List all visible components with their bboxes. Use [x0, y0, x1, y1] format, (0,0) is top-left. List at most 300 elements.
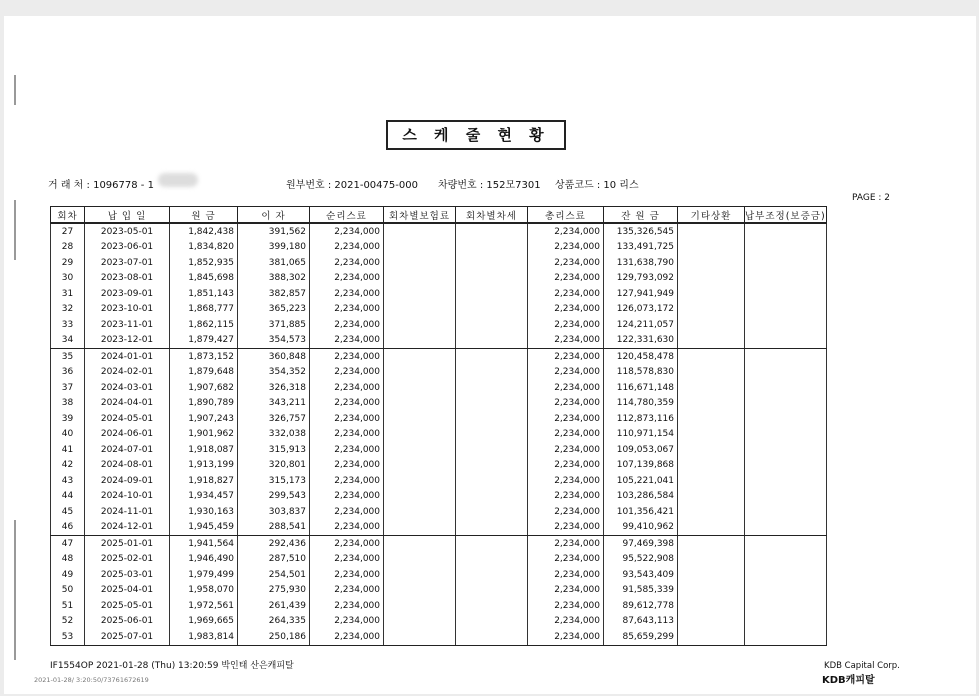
table-cell [745, 458, 827, 474]
table-cell: 50 [51, 583, 85, 599]
table-cell: 2024-06-01 [85, 427, 170, 443]
table-cell: 2023-05-01 [85, 223, 170, 240]
table-cell [745, 504, 827, 520]
table-cell [456, 536, 528, 552]
table-row [51, 333, 827, 349]
table-cell [384, 629, 456, 645]
table-cell [384, 271, 456, 287]
page-label: PAGE : [852, 193, 882, 203]
table-cell [384, 255, 456, 271]
table-cell: 129,793,092 [604, 271, 678, 287]
column-header: 순리스료 [310, 207, 384, 224]
product-info [555, 176, 639, 191]
table-cell [384, 567, 456, 583]
table-cell: 2,234,000 [310, 442, 384, 458]
table-cell: 131,638,790 [604, 255, 678, 271]
table-cell [456, 255, 528, 271]
table-cell: 2,234,000 [310, 520, 384, 536]
table-cell: 2,234,000 [310, 286, 384, 302]
table-cell [745, 380, 827, 396]
table-cell [745, 583, 827, 599]
table-cell [678, 489, 745, 505]
table-cell: 1,907,682 [170, 380, 238, 396]
table-cell: 2025-05-01 [85, 598, 170, 614]
table-cell: 48 [51, 552, 85, 568]
table-cell: 43 [51, 473, 85, 489]
table-cell: 2024-12-01 [85, 520, 170, 536]
table-cell [384, 614, 456, 630]
table-cell: 2,234,000 [528, 286, 604, 302]
table-cell: 2,234,000 [528, 489, 604, 505]
table-cell: 2,234,000 [528, 614, 604, 630]
table-cell [456, 442, 528, 458]
table-cell: 2,234,000 [310, 473, 384, 489]
scan-edge-mark [14, 520, 16, 660]
customer-value: 1096778 - 1 [93, 180, 154, 191]
table-cell: 2,234,000 [310, 552, 384, 568]
table-cell: 382,857 [238, 286, 310, 302]
table-cell: 2,234,000 [528, 271, 604, 287]
table-cell: 2,234,000 [528, 552, 604, 568]
table-cell [456, 317, 528, 333]
table-cell [678, 255, 745, 271]
table-cell: 2,234,000 [310, 365, 384, 381]
table-cell [745, 520, 827, 536]
table-cell: 2,234,000 [528, 473, 604, 489]
fax-stamp: 2021-01-28/ 3:20:50/73761672619 [34, 676, 149, 684]
table-cell: 1,868,777 [170, 302, 238, 318]
table-cell: 2,234,000 [528, 240, 604, 256]
table-cell [678, 583, 745, 599]
table-cell: 2,234,000 [528, 536, 604, 552]
table-cell: 28 [51, 240, 85, 256]
table-cell [384, 240, 456, 256]
print-info: IF1554OP 2021-01-28 (Thu) 13:20:59 박인태 산은캐피탈 [50, 661, 294, 671]
table-row [51, 380, 827, 396]
table-cell [745, 349, 827, 365]
table-cell: 1,834,820 [170, 240, 238, 256]
table-cell: 35 [51, 349, 85, 365]
table-header-row [51, 207, 827, 224]
table-cell [456, 286, 528, 302]
table-cell: 2024-01-01 [85, 349, 170, 365]
table-cell [384, 473, 456, 489]
table-cell: 1,979,499 [170, 567, 238, 583]
table-cell [456, 396, 528, 412]
table-cell [384, 583, 456, 599]
table-cell: 1,934,457 [170, 489, 238, 505]
table-cell: 122,331,630 [604, 333, 678, 349]
table-cell: 2,234,000 [310, 629, 384, 645]
table-cell: 124,211,057 [604, 317, 678, 333]
table-cell: 1,913,199 [170, 458, 238, 474]
table-cell [678, 240, 745, 256]
table-cell [745, 427, 827, 443]
table-cell [678, 411, 745, 427]
table-cell: 2,234,000 [528, 317, 604, 333]
table-cell [745, 489, 827, 505]
table-cell: 118,578,830 [604, 365, 678, 381]
table-cell: 2,234,000 [528, 598, 604, 614]
table-cell: 1,983,814 [170, 629, 238, 645]
table-cell: 53 [51, 629, 85, 645]
table-row [51, 614, 827, 630]
table-cell: 85,659,299 [604, 629, 678, 645]
table-cell [384, 442, 456, 458]
table-cell: 38 [51, 396, 85, 412]
column-header: 납 입 일 [85, 207, 170, 224]
table-cell: 45 [51, 504, 85, 520]
customer-label: 거 래 처 : [48, 180, 90, 191]
table-cell: 114,780,359 [604, 396, 678, 412]
table-cell: 44 [51, 489, 85, 505]
table-cell: 97,469,398 [604, 536, 678, 552]
table-row [51, 598, 827, 614]
table-cell [745, 317, 827, 333]
table-cell: 2,234,000 [310, 302, 384, 318]
table-cell [745, 302, 827, 318]
table-cell [384, 333, 456, 349]
table-cell [384, 396, 456, 412]
table-cell [678, 427, 745, 443]
table-cell: 101,356,421 [604, 504, 678, 520]
table-cell: 2023-07-01 [85, 255, 170, 271]
table-cell [678, 349, 745, 365]
table-cell: 2,234,000 [310, 583, 384, 599]
table-row [51, 427, 827, 443]
table-cell: 133,491,725 [604, 240, 678, 256]
scan-edge-mark [14, 75, 16, 105]
corp-logo-kr: KDB캐피탈 [822, 675, 875, 686]
table-cell: 27 [51, 223, 85, 240]
table-cell: 30 [51, 271, 85, 287]
table-cell: 2,234,000 [528, 349, 604, 365]
table-cell: 354,352 [238, 365, 310, 381]
table-cell: 99,410,962 [604, 520, 678, 536]
table-cell [456, 473, 528, 489]
table-cell: 2,234,000 [528, 629, 604, 645]
scan-edge-mark [14, 200, 16, 260]
table-cell: 2,234,000 [310, 333, 384, 349]
table-cell: 2025-04-01 [85, 583, 170, 599]
table-cell [745, 629, 827, 645]
table-cell: 1,901,962 [170, 427, 238, 443]
table-cell: 95,522,908 [604, 552, 678, 568]
table-cell: 52 [51, 614, 85, 630]
table-cell: 320,801 [238, 458, 310, 474]
table-row [51, 271, 827, 287]
table-cell: 120,458,478 [604, 349, 678, 365]
table-cell [456, 629, 528, 645]
vehicle-info [438, 176, 541, 191]
table-cell: 89,612,778 [604, 598, 678, 614]
table-cell: 2,234,000 [528, 380, 604, 396]
table-row [51, 520, 827, 536]
table-cell: 315,173 [238, 473, 310, 489]
table-cell [678, 317, 745, 333]
table-cell [384, 427, 456, 443]
table-cell: 2,234,000 [528, 411, 604, 427]
table-cell [456, 520, 528, 536]
page-number [852, 193, 890, 203]
table-cell: 51 [51, 598, 85, 614]
table-cell: 49 [51, 567, 85, 583]
table-cell [456, 223, 528, 240]
table-cell: 2024-02-01 [85, 365, 170, 381]
table-cell: 41 [51, 442, 85, 458]
table-cell [678, 333, 745, 349]
table-cell [678, 223, 745, 240]
table-cell [678, 442, 745, 458]
table-cell: 2023-06-01 [85, 240, 170, 256]
table-cell: 1,852,935 [170, 255, 238, 271]
table-cell: 2023-11-01 [85, 317, 170, 333]
table-cell [456, 302, 528, 318]
table-cell [456, 427, 528, 443]
table-cell [745, 614, 827, 630]
schedule-table [50, 206, 827, 646]
table-cell [384, 365, 456, 381]
table-cell: 32 [51, 302, 85, 318]
table-cell: 2,234,000 [528, 520, 604, 536]
table-cell: 2023-09-01 [85, 286, 170, 302]
table-cell: 2025-03-01 [85, 567, 170, 583]
table-cell: 332,038 [238, 427, 310, 443]
table-cell: 87,643,113 [604, 614, 678, 630]
table-cell: 315,913 [238, 442, 310, 458]
table-cell [384, 520, 456, 536]
table-cell: 2,234,000 [528, 333, 604, 349]
table-cell [456, 489, 528, 505]
table-cell: 2,234,000 [310, 380, 384, 396]
table-cell [745, 271, 827, 287]
table-cell [384, 552, 456, 568]
table-cell: 2,234,000 [310, 567, 384, 583]
table-cell [678, 629, 745, 645]
table-cell [678, 396, 745, 412]
table-cell: 371,885 [238, 317, 310, 333]
table-cell: 2,234,000 [528, 504, 604, 520]
table-cell: 112,873,116 [604, 411, 678, 427]
table-row [51, 567, 827, 583]
table-cell: 2,234,000 [528, 223, 604, 240]
table-cell: 39 [51, 411, 85, 427]
table-cell [745, 365, 827, 381]
table-cell: 1,890,789 [170, 396, 238, 412]
table-cell: 40 [51, 427, 85, 443]
table-cell: 2,234,000 [528, 442, 604, 458]
table-cell: 2,234,000 [310, 427, 384, 443]
table-cell [678, 286, 745, 302]
table-cell: 46 [51, 520, 85, 536]
table-cell: 254,501 [238, 567, 310, 583]
column-header: 기타상환 [678, 207, 745, 224]
contract-info [286, 176, 418, 191]
table-cell [384, 458, 456, 474]
table-cell: 1,930,163 [170, 504, 238, 520]
product-value: 10 리스 [603, 180, 639, 191]
column-header: 이 자 [238, 207, 310, 224]
table-cell: 2,234,000 [310, 504, 384, 520]
table-cell: 103,286,584 [604, 489, 678, 505]
table-cell [456, 411, 528, 427]
table-cell: 29 [51, 255, 85, 271]
table-row [51, 629, 827, 645]
table-cell: 2024-04-01 [85, 396, 170, 412]
column-header: 잔 원 금 [604, 207, 678, 224]
column-header: 회차별차세 [456, 207, 528, 224]
table-cell: 2,234,000 [528, 302, 604, 318]
table-row [51, 240, 827, 256]
table-cell: 2023-10-01 [85, 302, 170, 318]
table-cell: 1,946,490 [170, 552, 238, 568]
table-cell [745, 255, 827, 271]
table-cell: 127,941,949 [604, 286, 678, 302]
table-row [51, 255, 827, 271]
table-cell [456, 458, 528, 474]
table-cell: 2024-10-01 [85, 489, 170, 505]
table-cell: 42 [51, 458, 85, 474]
table-cell: 2024-05-01 [85, 411, 170, 427]
table-row [51, 396, 827, 412]
table-cell: 2024-03-01 [85, 380, 170, 396]
table-row [51, 349, 827, 365]
table-row [51, 223, 827, 240]
table-cell [745, 473, 827, 489]
customer-info [48, 176, 154, 191]
table-cell: 33 [51, 317, 85, 333]
table-row [51, 411, 827, 427]
document-title: 스 케 줄 현 황 [386, 120, 566, 150]
table-cell [745, 552, 827, 568]
table-cell [384, 223, 456, 240]
table-row [51, 317, 827, 333]
table-cell [678, 473, 745, 489]
table-cell: 2,234,000 [310, 536, 384, 552]
table-cell [678, 598, 745, 614]
table-cell [745, 411, 827, 427]
table-cell [678, 365, 745, 381]
table-cell: 399,180 [238, 240, 310, 256]
column-header: 원 금 [170, 207, 238, 224]
table-cell: 299,543 [238, 489, 310, 505]
table-cell: 2,234,000 [528, 255, 604, 271]
table-cell: 1,879,427 [170, 333, 238, 349]
table-cell: 91,585,339 [604, 583, 678, 599]
table-cell: 391,562 [238, 223, 310, 240]
table-cell: 1,879,648 [170, 365, 238, 381]
table-cell: 381,065 [238, 255, 310, 271]
table-cell [456, 240, 528, 256]
table-cell: 2,234,000 [528, 365, 604, 381]
table-cell: 326,757 [238, 411, 310, 427]
table-cell [745, 333, 827, 349]
contract-label: 원부번호 : [286, 180, 332, 191]
table-cell [384, 349, 456, 365]
table-cell [384, 411, 456, 427]
table-cell: 264,335 [238, 614, 310, 630]
table-cell: 2024-08-01 [85, 458, 170, 474]
table-cell: 2,234,000 [310, 317, 384, 333]
table-cell: 2024-11-01 [85, 504, 170, 520]
table-cell: 1,918,827 [170, 473, 238, 489]
table-row [51, 489, 827, 505]
table-cell [678, 520, 745, 536]
table-cell: 126,073,172 [604, 302, 678, 318]
table-cell: 109,053,067 [604, 442, 678, 458]
table-cell: 1,873,152 [170, 349, 238, 365]
table-cell: 2,234,000 [310, 458, 384, 474]
table-cell [745, 240, 827, 256]
table-cell: 1,958,070 [170, 583, 238, 599]
table-cell: 2,234,000 [528, 427, 604, 443]
table-cell: 31 [51, 286, 85, 302]
table-cell [384, 536, 456, 552]
table-cell: 2,234,000 [310, 411, 384, 427]
table-cell: 360,848 [238, 349, 310, 365]
table-cell: 261,439 [238, 598, 310, 614]
table-cell [384, 380, 456, 396]
table-cell: 2025-02-01 [85, 552, 170, 568]
table-body [51, 223, 827, 645]
table-cell [384, 489, 456, 505]
table-row [51, 365, 827, 381]
table-cell: 292,436 [238, 536, 310, 552]
table-cell: 47 [51, 536, 85, 552]
table-cell: 1,945,459 [170, 520, 238, 536]
table-cell [745, 223, 827, 240]
table-row [51, 458, 827, 474]
table-cell: 2,234,000 [310, 489, 384, 505]
table-cell: 1,845,698 [170, 271, 238, 287]
column-header: 납부조정(보증금) [745, 207, 827, 224]
table-cell [456, 583, 528, 599]
table-cell [745, 598, 827, 614]
table-cell [456, 504, 528, 520]
table-cell: 303,837 [238, 504, 310, 520]
table-cell: 2,234,000 [528, 567, 604, 583]
table-cell [745, 442, 827, 458]
table-cell [678, 380, 745, 396]
table-cell: 365,223 [238, 302, 310, 318]
table-cell: 2025-01-01 [85, 536, 170, 552]
table-cell: 288,541 [238, 520, 310, 536]
table-cell [384, 286, 456, 302]
table-cell [456, 365, 528, 381]
table-cell: 116,671,148 [604, 380, 678, 396]
page-value: 2 [884, 193, 891, 203]
vehicle-label: 차량번호 : [438, 180, 484, 191]
table-cell [456, 333, 528, 349]
table-row [51, 442, 827, 458]
table-cell: 2023-08-01 [85, 271, 170, 287]
redacted-name [158, 173, 198, 187]
table-cell [678, 458, 745, 474]
table-cell [456, 567, 528, 583]
table-row [51, 552, 827, 568]
table-cell [678, 302, 745, 318]
table-cell: 2,234,000 [528, 396, 604, 412]
table-cell: 1,862,115 [170, 317, 238, 333]
table-cell: 2,234,000 [310, 255, 384, 271]
table-cell: 326,318 [238, 380, 310, 396]
table-cell: 2,234,000 [310, 223, 384, 240]
table-cell: 2,234,000 [310, 614, 384, 630]
table-cell: 2,234,000 [310, 240, 384, 256]
table-cell: 1,907,243 [170, 411, 238, 427]
table-row [51, 583, 827, 599]
table-cell [678, 271, 745, 287]
